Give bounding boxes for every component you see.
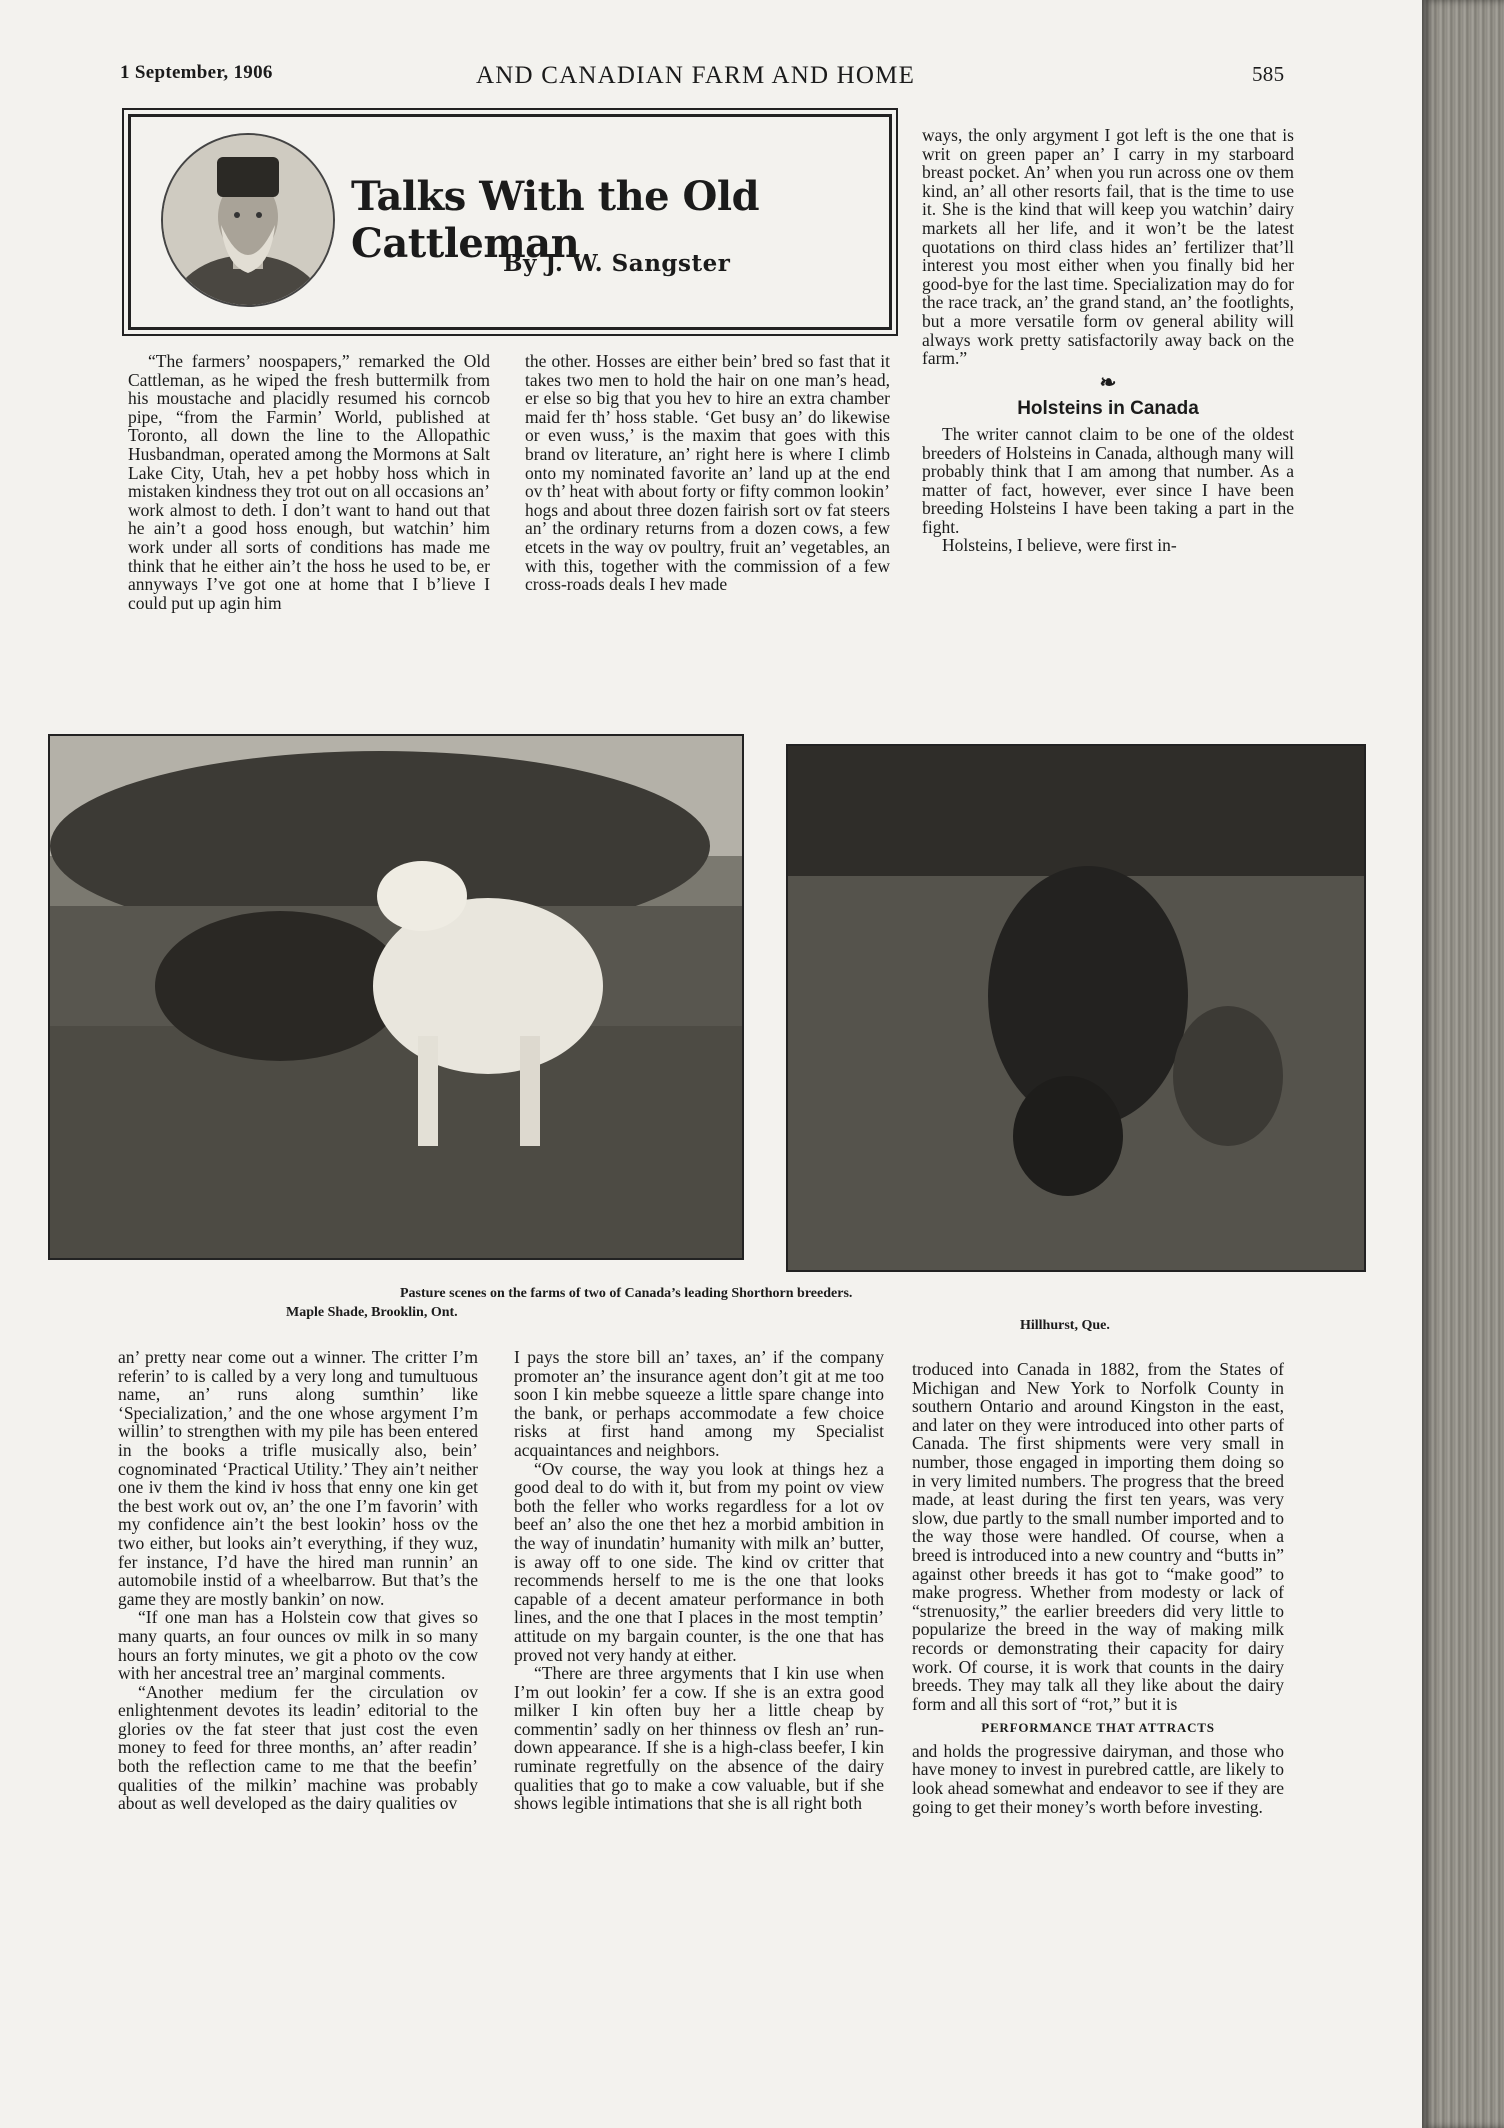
- photo-pasture-scene-left: [50, 736, 742, 1258]
- book-page-edges: [1422, 0, 1504, 2128]
- issue-date: 1 September, 1906: [120, 62, 273, 83]
- article-header-box: [128, 114, 892, 330]
- photo-maple-shade: [48, 734, 744, 1260]
- page-number: 585: [1252, 62, 1285, 86]
- column-3-bottom: [912, 1360, 1284, 1816]
- paragraph: troduced into Canada in 1882, from the States of Michigan and New York to Norfolk County in southern Ontario and around Kingston in the east, and later on they were introduced into other parts of Canada. The first shipments were very small in number, those engaged in importing them doing so in very limited numbers. The progress that the breed made, at least during the first ten years, was very slow, due partly to the small number imported and to the way those were handled. Of course, when a breed is introduced into a new country and “butts in” against other breeds it has got to “make good” to make progress. Whether from modesty or lack of “strenuosity,” the earlier breeders did very little to popularize the breed in the way of making milk records or demonstrating their capacity for dairy work. Of course, it is work that counts in the dairy breeds. They may talk all they like about the dairy form and all this sort of “rot,” but it is: [912, 1359, 1284, 1714]
- photo-pasture-scene-right: [788, 746, 1364, 1270]
- author-portrait: [161, 133, 335, 307]
- paragraph: “The farmers’ noospapers,” remarked the Old Cattleman, as he wiped the fresh buttermilk from his moustache and placidly resumed his corncob pipe, “from the Farmin’ World, published at Toronto, all down the line to the Allopathic Husbandman, operated among the Mormons at Salt Lake City, Utah, hev a pet hobby hoss which in mistaken kindness they trot out on all occasions an’ work almost to deth. I don’t want to hand out that he ain’t a good hoss enough, but watchin’ him work under all sorts of conditions has made me think that he either ain’t the hoss he used to be, er annyways I’ve got one at home that I b’lieve I could put up agin him: [128, 351, 490, 613]
- paragraph: I pays the store bill an’ taxes, an’ if the company promoter an’ the insurance agent don’t git at me too soon I kin mebbe squeeze a little spare change into the bank, or perhaps accommodate a few choice risks at first hand among my Specialist acquaintances and neighbors.: [514, 1347, 884, 1460]
- photo-caption: Pasture scenes on the farms of two of Canada’s leading Shorthorn breeders.: [400, 1286, 853, 1301]
- paragraph: Holsteins, I believe, were first in-: [942, 535, 1177, 556]
- paragraph: ways, the only argyment I got left is the one that is writ on green paper an’ I carry in my starboard breast pocket. An’ when you run across one ov them kind, an’ all other resorts fail, that is the time to use it. She is the kind that will keep you watchin’ dairy markets all her life, and it won’t be the latest quotations on third class hides an’ fertilizer that’ll interest you most either when you finally bid her good-bye for the last time. Specialization may do for the race track, an’ the grand stand, an’ the footlights, but a more versatile form ov general ability will always work pretty satisfactorily away back on the farm.”: [922, 125, 1294, 369]
- photo-caption-left: Maple Shade, Brooklin, Ont.: [286, 1305, 458, 1320]
- small-section-heading: PERFORMANCE THAT ATTRACTS: [981, 1720, 1215, 1736]
- paragraph: an’ pretty near come out a winner. The critter I’m referin’ to is called by a very long and tumultuous name, an’ runs along sumthin’ like ‘Specialization,’ and the one whose argyment I’m willin’ to strengthen with my pile has been entered in the books a trifle musically also, bein’ cognominated ‘Practical Utility.’ They ain’t neither one iv them the kind iv hoss that enny one kin get the best work out ov, an’ the one I’m favorin’ with my confidence ain’t the best lookin’ hoss ov the two either, but looks ain’t everything, if they wuz, fer instance, I’d have the hired man runnin’ an automobile instid of a wheelbarrow. But that’s the game they are mostly bankin’ on now.: [118, 1347, 478, 1609]
- paragraph: “Another medium fer the circulation ov enlightenment devotes its leadin’ editorial to the glories ov the fat steer that just cost the even money to feed for three months, an’ after readin’ both the reflection came to me that the beefin’ qualities of the milkin’ machine was probably about as well developed as the dairy qualities ov: [118, 1681, 478, 1814]
- column-2-bottom: [514, 1348, 884, 1813]
- paragraph: The writer cannot claim to be one of the oldest breeders of Holsteins in Canada, although many will probably think that I am among that number. As a matter of fact, however, ever since I have been breeding Holsteins I have been taking a part in the fight.: [922, 423, 1294, 537]
- photo-caption-right: Hillhurst, Que.: [1020, 1318, 1110, 1333]
- photo-hillhurst: [786, 744, 1366, 1272]
- paragraph: “If one man has a Holstein cow that gives so many quarts, an four ounces ov milk in so many hours an forty minutes, we git a photo ov the cow with her ancestral tree an’ marginal comments.: [118, 1607, 478, 1684]
- column-3-top: [922, 126, 1294, 555]
- article-byline: By J. W. Sangster: [503, 250, 731, 277]
- column-1-top: [128, 352, 490, 612]
- column-2-top: [525, 352, 890, 594]
- publication-title: AND CANADIAN FARM AND HOME: [476, 62, 916, 89]
- section-heading: Holsteins in Canada: [1017, 398, 1199, 420]
- column-1-bottom: [118, 1348, 478, 1813]
- paragraph: “There are three argyments that I kin use when I’m out lookin’ fer a cow. If she is an extra good milker I kin often buy her a little cheap by commentin’ sadly on her thinness ov flesh an’ run-down appearance. If she is a high-class beefer, I kin ruminate regretfully on the absence of the dairy qualities that go to make a cow valuable, but if she shows legible intimations that she is all right both: [514, 1663, 884, 1814]
- section-ornament: ❧: [1099, 371, 1117, 394]
- article-title: Talks With the Old Cattleman: [351, 173, 760, 267]
- paragraph: “Ov course, the way you look at things hez a good deal to do with it, but from my point ov view both the feller who works regardless for a lot ov beef an’ also the one thet hez a morbid ambition in the way of inundatin’ humanity with milk an’ butter, is away off to one side. The kind ov critter that recommends herself to me is the one that looks capable of a decent amateur performance in both lines, and the one that I places in the most temptin’ attitude on my bargain counter, is the one that has proved not very handy at either.: [514, 1458, 884, 1665]
- portrait-illustration: [163, 135, 333, 305]
- paragraph: the other. Hosses are either bein’ bred so fast that it takes two men to hold the hair on one man’s head, er else so big that you hev to hire an extra chamber maid fer th’ hoss stable. ‘Get busy an’ do likewise or even wuss,’ is the maxim that goes with this brand ov literature, an’ right here is where I climb onto my nominated favorite an’ land up at the end ov th’ heat with about forty or fifty common lookin’ hogs and about three dozen fairish sort ov fat steers an’ the ordinary returns from a dozen cows, a few etcets in the way ov poultry, fruit an’ vegetables, an with this, together with the commission of a few cross-roads deals I hev made: [525, 351, 890, 595]
- paragraph: and holds the progressive dairyman, and those who have money to invest in purebred cattle, are likely to look ahead somewhat and endeavor to see if they are going to get their money’s worth before investing.: [912, 1740, 1284, 1817]
